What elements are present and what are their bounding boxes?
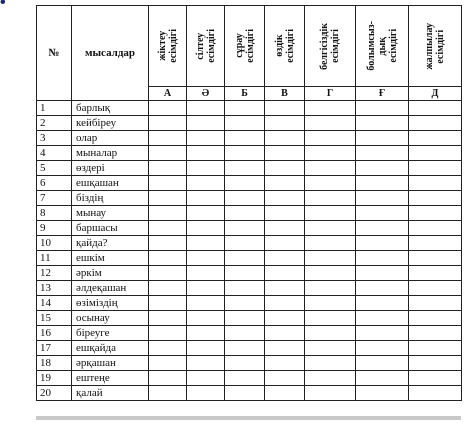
answer-cell[interactable]	[187, 341, 225, 356]
answer-cell[interactable]	[225, 101, 265, 116]
answer-cell[interactable]	[356, 146, 409, 161]
answer-cell[interactable]	[265, 206, 305, 221]
example-word: біздің	[72, 191, 149, 206]
bottom-shadow-strip	[36, 416, 461, 420]
answer-cell[interactable]	[305, 101, 356, 116]
table-row	[37, 146, 462, 161]
row-number: 13	[37, 281, 72, 296]
table-row	[37, 161, 462, 176]
answer-cell[interactable]	[305, 371, 356, 386]
answer-cell[interactable]	[225, 221, 265, 236]
category-letter: А	[149, 87, 187, 101]
answer-cell[interactable]	[305, 221, 356, 236]
answer-cell[interactable]	[187, 386, 225, 401]
row-number: 5	[37, 161, 72, 176]
answer-cell[interactable]	[305, 296, 356, 311]
answer-cell[interactable]	[305, 206, 356, 221]
answer-cell[interactable]	[409, 161, 462, 176]
answer-cell[interactable]	[356, 371, 409, 386]
pronoun-classification-table	[36, 5, 462, 401]
category-label: жіктеу есімдігі	[156, 29, 179, 63]
row-number: 8	[37, 206, 72, 221]
table-row	[37, 191, 462, 206]
answer-cell[interactable]	[225, 296, 265, 311]
row-number: 10	[37, 236, 72, 251]
column-header-number: №	[37, 6, 72, 101]
answer-cell[interactable]	[225, 206, 265, 221]
table-body	[37, 101, 462, 401]
answer-cell[interactable]	[149, 131, 187, 146]
answer-cell[interactable]	[409, 176, 462, 191]
example-word: ештеңе	[72, 371, 149, 386]
answer-cell[interactable]	[265, 236, 305, 251]
answer-cell[interactable]	[187, 251, 225, 266]
answer-cell[interactable]	[305, 356, 356, 371]
answer-cell[interactable]	[409, 131, 462, 146]
answer-cell[interactable]	[409, 341, 462, 356]
answer-cell[interactable]	[305, 341, 356, 356]
answer-cell[interactable]	[187, 326, 225, 341]
answer-cell[interactable]	[187, 221, 225, 236]
answer-cell[interactable]	[356, 386, 409, 401]
answer-cell[interactable]	[225, 326, 265, 341]
table-row	[37, 281, 462, 296]
example-word: әрқашан	[72, 356, 149, 371]
answer-cell[interactable]	[356, 341, 409, 356]
example-word: осынау	[72, 311, 149, 326]
answer-cell[interactable]	[305, 131, 356, 146]
answer-cell[interactable]	[149, 341, 187, 356]
category-label: болымсыз- дық есімдігі	[365, 21, 399, 71]
answer-cell[interactable]	[409, 206, 462, 221]
answer-cell[interactable]	[356, 356, 409, 371]
answer-cell[interactable]	[187, 131, 225, 146]
row-number: 18	[37, 356, 72, 371]
bullet-marker: •	[0, 0, 6, 11]
category-letter: Б	[225, 87, 265, 101]
answer-cell[interactable]	[149, 116, 187, 131]
row-number: 15	[37, 311, 72, 326]
answer-cell[interactable]	[187, 281, 225, 296]
answer-cell[interactable]	[225, 356, 265, 371]
category-header-interrogative	[225, 6, 265, 87]
example-word: барлық	[72, 101, 149, 116]
answer-cell[interactable]	[225, 146, 265, 161]
answer-cell[interactable]	[187, 296, 225, 311]
answer-cell[interactable]	[409, 221, 462, 236]
answer-cell[interactable]	[305, 176, 356, 191]
answer-cell[interactable]	[265, 251, 305, 266]
category-letter: Ғ	[356, 87, 409, 101]
answer-cell[interactable]	[356, 206, 409, 221]
category-letter: Д	[409, 87, 462, 101]
answer-cell[interactable]	[305, 236, 356, 251]
answer-cell[interactable]	[409, 281, 462, 296]
answer-cell[interactable]	[149, 356, 187, 371]
answer-cell[interactable]	[265, 131, 305, 146]
answer-cell[interactable]	[265, 266, 305, 281]
answer-cell[interactable]	[356, 161, 409, 176]
category-header-negative	[356, 6, 409, 87]
answer-cell[interactable]	[305, 311, 356, 326]
answer-cell[interactable]	[409, 101, 462, 116]
answer-cell[interactable]	[356, 236, 409, 251]
row-number: 1	[37, 101, 72, 116]
answer-cell[interactable]	[149, 371, 187, 386]
category-letter: Ә	[187, 87, 225, 101]
answer-cell[interactable]	[149, 176, 187, 191]
answer-cell[interactable]	[265, 116, 305, 131]
table-row	[37, 251, 462, 266]
answer-cell[interactable]	[409, 386, 462, 401]
answer-cell[interactable]	[225, 191, 265, 206]
answer-cell[interactable]	[149, 161, 187, 176]
answer-cell[interactable]	[409, 266, 462, 281]
answer-cell[interactable]	[225, 311, 265, 326]
answer-cell[interactable]	[225, 251, 265, 266]
answer-cell[interactable]	[305, 281, 356, 296]
answer-cell[interactable]	[356, 311, 409, 326]
answer-cell[interactable]	[356, 296, 409, 311]
answer-cell[interactable]	[265, 221, 305, 236]
answer-cell[interactable]	[187, 191, 225, 206]
example-word: әлдеқашан	[72, 281, 149, 296]
answer-cell[interactable]	[409, 326, 462, 341]
answer-cell[interactable]	[265, 176, 305, 191]
answer-cell[interactable]	[149, 281, 187, 296]
table-row	[37, 311, 462, 326]
answer-cell[interactable]	[305, 161, 356, 176]
category-header-indefinite	[305, 6, 356, 87]
category-header-personal	[149, 6, 187, 87]
table-row	[37, 266, 462, 281]
answer-cell[interactable]	[265, 146, 305, 161]
answer-cell[interactable]	[187, 101, 225, 116]
answer-cell[interactable]	[149, 311, 187, 326]
example-word: қалай	[72, 386, 149, 401]
example-word: мынау	[72, 206, 149, 221]
answer-cell[interactable]	[149, 236, 187, 251]
answer-cell[interactable]	[265, 191, 305, 206]
table-row	[37, 176, 462, 191]
answer-cell[interactable]	[149, 296, 187, 311]
answer-cell[interactable]	[356, 101, 409, 116]
answer-cell[interactable]	[149, 326, 187, 341]
category-letter: В	[265, 87, 305, 101]
row-number: 7	[37, 191, 72, 206]
answer-cell[interactable]	[409, 146, 462, 161]
answer-cell[interactable]	[305, 146, 356, 161]
answer-cell[interactable]	[225, 281, 265, 296]
answer-cell[interactable]	[356, 266, 409, 281]
table-row	[37, 326, 462, 341]
answer-cell[interactable]	[149, 251, 187, 266]
answer-cell[interactable]	[149, 206, 187, 221]
answer-cell[interactable]	[225, 161, 265, 176]
answer-cell[interactable]	[149, 386, 187, 401]
answer-cell[interactable]	[187, 206, 225, 221]
example-word: қайда?	[72, 236, 149, 251]
answer-cell[interactable]	[187, 311, 225, 326]
answer-cell[interactable]	[409, 236, 462, 251]
answer-cell[interactable]	[149, 266, 187, 281]
table-row	[37, 116, 462, 131]
answer-cell[interactable]	[265, 371, 305, 386]
answer-cell[interactable]	[265, 161, 305, 176]
answer-cell[interactable]	[356, 221, 409, 236]
answer-cell[interactable]	[265, 101, 305, 116]
row-number: 3	[37, 131, 72, 146]
answer-cell[interactable]	[409, 371, 462, 386]
example-word: әркім	[72, 266, 149, 281]
category-header-row	[37, 6, 462, 87]
answer-cell[interactable]	[187, 371, 225, 386]
answer-cell[interactable]	[187, 356, 225, 371]
table-row	[37, 386, 462, 401]
category-header-demonstrative	[187, 6, 225, 87]
category-header-reflexive	[265, 6, 305, 87]
answer-cell[interactable]	[265, 296, 305, 311]
answer-cell[interactable]	[225, 236, 265, 251]
example-word: өзіміздің	[72, 296, 149, 311]
example-word: кейбіреу	[72, 116, 149, 131]
example-word: өздері	[72, 161, 149, 176]
answer-cell[interactable]	[225, 176, 265, 191]
answer-cell[interactable]	[265, 311, 305, 326]
row-number: 9	[37, 221, 72, 236]
table-row	[37, 221, 462, 236]
answer-cell[interactable]	[265, 386, 305, 401]
answer-cell[interactable]	[356, 191, 409, 206]
table-row	[37, 236, 462, 251]
table-row	[37, 101, 462, 116]
answer-cell[interactable]	[409, 116, 462, 131]
answer-cell[interactable]	[356, 131, 409, 146]
answer-cell[interactable]	[225, 131, 265, 146]
row-number: 6	[37, 176, 72, 191]
example-word: баршасы	[72, 221, 149, 236]
answer-cell[interactable]	[305, 251, 356, 266]
answer-cell[interactable]	[265, 281, 305, 296]
answer-cell[interactable]	[305, 266, 356, 281]
answer-cell[interactable]	[187, 266, 225, 281]
column-header-examples: мысалдар	[72, 6, 149, 101]
category-label: сұрау есімдігі	[233, 29, 256, 63]
answer-cell[interactable]	[356, 281, 409, 296]
table-row	[37, 296, 462, 311]
answer-cell[interactable]	[356, 176, 409, 191]
answer-cell[interactable]	[225, 116, 265, 131]
row-number: 4	[37, 146, 72, 161]
table-row	[37, 371, 462, 386]
row-number: 11	[37, 251, 72, 266]
answer-cell[interactable]	[225, 266, 265, 281]
answer-cell[interactable]	[409, 296, 462, 311]
answer-cell[interactable]	[409, 251, 462, 266]
answer-cell[interactable]	[187, 116, 225, 131]
table-row	[37, 356, 462, 371]
answer-cell[interactable]	[305, 191, 356, 206]
table-row	[37, 341, 462, 356]
example-word: олар	[72, 131, 149, 146]
answer-cell[interactable]	[409, 191, 462, 206]
answer-cell[interactable]	[187, 146, 225, 161]
answer-cell[interactable]	[225, 341, 265, 356]
answer-cell[interactable]	[409, 311, 462, 326]
example-word: ешқайда	[72, 341, 149, 356]
table-row	[37, 206, 462, 221]
answer-cell[interactable]	[187, 236, 225, 251]
answer-cell[interactable]	[149, 191, 187, 206]
category-letter: Г	[305, 87, 356, 101]
answer-cell[interactable]	[356, 326, 409, 341]
category-label: жалпылау есімдігі	[424, 22, 446, 70]
example-word: біреуге	[72, 326, 149, 341]
category-label: сілтеу есімдігі	[194, 29, 217, 63]
answer-cell[interactable]	[149, 221, 187, 236]
row-number: 12	[37, 266, 72, 281]
answer-cell[interactable]	[265, 326, 305, 341]
answer-cell[interactable]	[356, 251, 409, 266]
row-number: 16	[37, 326, 72, 341]
row-number: 19	[37, 371, 72, 386]
answer-cell[interactable]	[187, 176, 225, 191]
answer-cell[interactable]	[225, 386, 265, 401]
category-label: белгісіздік есімдігі	[319, 22, 341, 70]
answer-cell[interactable]	[225, 371, 265, 386]
row-number: 14	[37, 296, 72, 311]
category-label: өздік есімдігі	[273, 29, 296, 63]
example-word: ешқашан	[72, 176, 149, 191]
answer-cell[interactable]	[305, 326, 356, 341]
answer-cell[interactable]	[305, 386, 356, 401]
answer-cell[interactable]	[149, 146, 187, 161]
answer-cell[interactable]	[409, 356, 462, 371]
answer-cell[interactable]	[305, 116, 356, 131]
table-row	[37, 131, 462, 146]
example-word: ешкім	[72, 251, 149, 266]
answer-cell[interactable]	[187, 161, 225, 176]
answer-cell[interactable]	[265, 341, 305, 356]
answer-cell[interactable]	[265, 356, 305, 371]
answer-cell[interactable]	[356, 116, 409, 131]
row-number: 20	[37, 386, 72, 401]
row-number: 17	[37, 341, 72, 356]
category-header-generalizing	[409, 6, 462, 87]
example-word: мыналар	[72, 146, 149, 161]
row-number: 2	[37, 116, 72, 131]
answer-cell[interactable]	[149, 101, 187, 116]
